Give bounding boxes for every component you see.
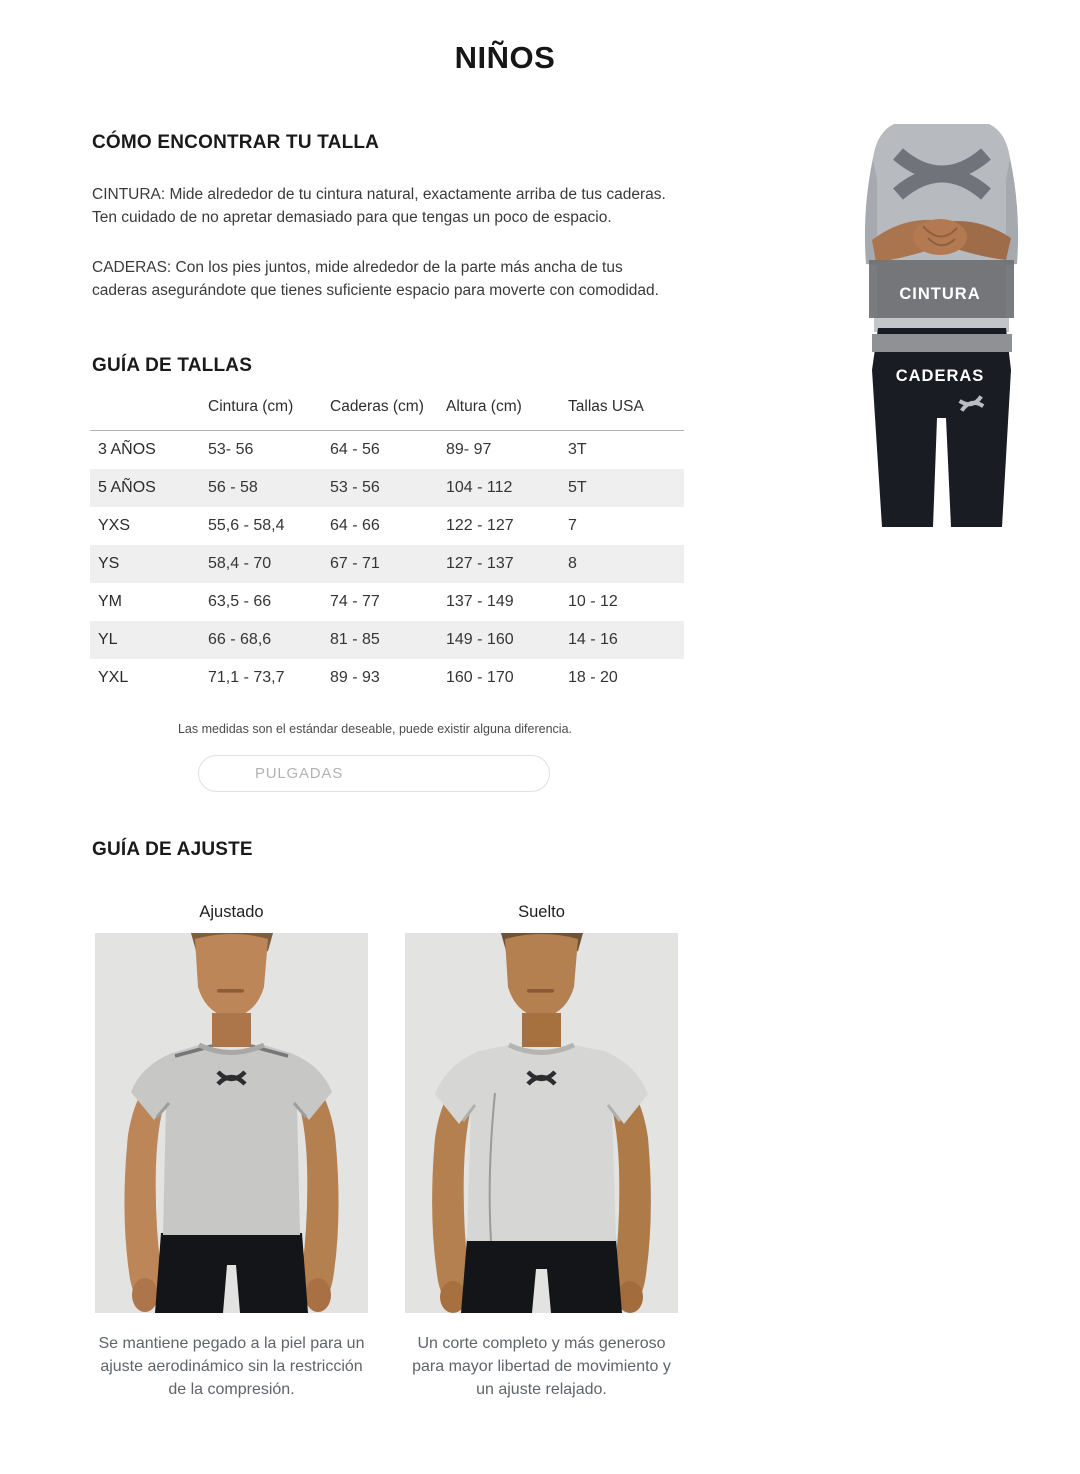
cell-caderas: 74 - 77: [330, 592, 380, 610]
fit-label-suelto: Suelto: [518, 903, 565, 921]
table-row: [90, 621, 684, 659]
cell-altura: 160 - 170: [446, 668, 514, 686]
cell-caderas: 89 - 93: [330, 668, 380, 686]
loose-shirt-photo: [405, 933, 678, 1313]
measurement-figure: [853, 118, 1030, 527]
table-header-row: [90, 398, 684, 431]
cintura-band-label: CINTURA: [899, 285, 981, 303]
cell-usa: 14 - 16: [568, 630, 618, 648]
cell-size-label: YL: [98, 630, 118, 648]
fit-caption-ajustado: Se mantiene pegado a la piel para un ajuste aerodinámico sin la restricción de la compresión.: [98, 1335, 365, 1398]
cell-caderas: 67 - 71: [330, 554, 380, 572]
fit-option-suelto: [405, 903, 678, 1401]
cell-usa: 8: [568, 554, 577, 572]
table-row: [90, 659, 684, 697]
column-header-altura: Altura (cm): [438, 398, 560, 431]
fit-label-ajustado: Ajustado: [199, 903, 264, 921]
caderas-band-label: CADERAS: [895, 367, 985, 385]
cell-caderas: 64 - 66: [330, 516, 380, 534]
size-chart-note: Las medidas son el estándar deseable, puede existir alguna diferencia.: [177, 722, 572, 736]
cell-size-label: 3 AÑOS: [98, 440, 156, 458]
centimetros-button[interactable]: CENTÍMETROS: [375, 754, 552, 795]
cell-caderas: 64 - 56: [330, 440, 380, 458]
cell-altura: 89- 97: [446, 440, 492, 458]
cell-cintura: 56 - 58: [208, 478, 258, 496]
cell-size-label: YXL: [98, 668, 129, 686]
cell-altura: 149 - 160: [446, 630, 514, 648]
cell-caderas: 53 - 56: [330, 478, 380, 496]
cell-usa: 18 - 20: [568, 668, 618, 686]
pulgadas-button[interactable]: PULGADAS: [199, 756, 399, 791]
cell-cintura: 66 - 68,6: [208, 630, 272, 648]
cell-size-label: YXS: [98, 516, 131, 534]
measurement-figure-image: [853, 118, 1030, 527]
size-chart-table: [90, 398, 684, 697]
table-row: [90, 431, 684, 469]
column-header-caderas: Caderas (cm): [322, 398, 438, 431]
column-header-cintura: Cintura (cm): [200, 398, 322, 431]
column-header-usa: Tallas USA: [560, 398, 684, 431]
cell-size-label: YM: [98, 592, 122, 610]
cell-caderas: 81 - 85: [330, 630, 380, 648]
fit-option-ajustado: [95, 903, 368, 1401]
cell-size-label: 5 AÑOS: [98, 478, 156, 496]
fit-guide-heading: GUÍA DE AJUSTE: [92, 839, 253, 860]
cell-usa: 5T: [568, 478, 587, 496]
table-row: [90, 545, 684, 583]
unit-toggle: [198, 755, 550, 792]
fit-caption-suelto: Un corte completo y más generoso para mayor libertad de movimiento y un ajuste relajado.: [412, 1335, 671, 1398]
cell-usa: 10 - 12: [568, 592, 618, 610]
cell-altura: 137 - 149: [446, 592, 514, 610]
table-row: [90, 507, 684, 545]
cell-altura: 104 - 112: [446, 478, 513, 496]
how-to-heading: CÓMO ENCONTRAR TU TALLA: [92, 132, 380, 153]
table-row: [90, 583, 684, 621]
cell-usa: 3T: [568, 440, 587, 458]
cell-usa: 7: [568, 516, 577, 534]
cell-cintura: 53- 56: [208, 440, 254, 458]
table-row: [90, 469, 684, 507]
cell-cintura: 55,6 - 58,4: [208, 516, 285, 534]
caderas-paragraph: CADERAS: Con los pies juntos, mide alrededor de la parte más ancha de tus caderas asegurándote que tienes suficiente espacio para moverte con comodidad.: [92, 259, 659, 299]
size-chart-heading: GUÍA DE TALLAS: [92, 355, 253, 376]
cintura-paragraph: CINTURA: Mide alrededor de tu cintura natural, exactamente arriba de tus caderas. Ten cuidado de no apretar demasiado para que tengas un poco de espacio.: [92, 186, 666, 226]
cell-cintura: 63,5 - 66: [208, 592, 272, 610]
cell-altura: 122 - 127: [446, 516, 514, 534]
cell-cintura: 71,1 - 73,7: [208, 668, 285, 686]
page-title: NIÑOS: [454, 40, 556, 75]
column-header-size: [90, 398, 200, 431]
cell-size-label: YS: [98, 554, 120, 572]
fitted-shirt-photo: [95, 933, 368, 1313]
cell-altura: 127 - 137: [446, 554, 514, 572]
cell-cintura: 58,4 - 70: [208, 554, 272, 572]
